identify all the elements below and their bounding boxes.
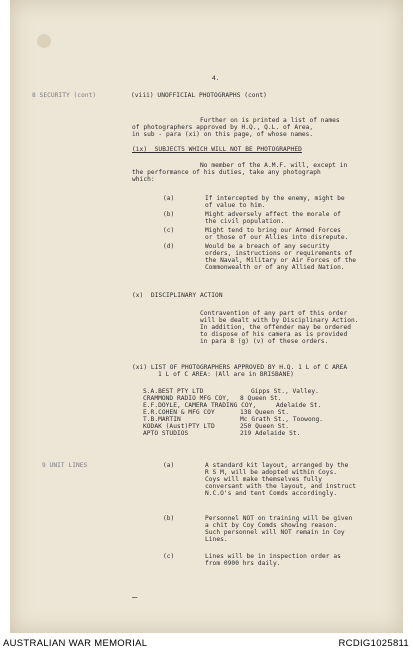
page-number: 4. <box>212 75 220 82</box>
photographer-2-name: CRAMMOND RADIO MFG COY, <box>143 395 230 402</box>
s9-item-c-letter: (c) <box>163 553 175 560</box>
ix-item-c-letter: (c) <box>163 227 175 234</box>
s9-item-c-line-2: from 0900 hrs daily. <box>205 560 281 567</box>
ix-item-d-line-4: Commonwealth or of any Allied Nation. <box>205 264 345 271</box>
section-header-left: 8 SECURITY (cont) <box>32 92 97 99</box>
section-9-title: 9 UNIT LINES <box>42 462 88 469</box>
ix-item-a-line-2: of value to him. <box>205 202 266 209</box>
x-body-line-4: to dispose of his camera as is provided <box>200 331 348 338</box>
ix-item-d-line-3: the Naval, Military or Air Forces of the <box>205 257 357 264</box>
subsection-xi-heading-line-2: 1 L of C AREA: (All are in BRISBANE) <box>158 371 294 378</box>
ix-item-d-line-1: Would be a breach of any security <box>205 243 330 250</box>
ix-item-c-line-2: or those of our Allies into disrepute. <box>205 234 349 241</box>
bottom-dash-mark: — <box>132 593 138 603</box>
s9-item-a-letter: (a) <box>163 462 175 469</box>
subsection-ix-heading: (ix) SUBJECTS WHICH WILL NOT BE PHOTOGRAPHED <box>132 146 302 153</box>
subsection-xi-heading-line-1: (xi) LIST OF PHOTOGRAPHERS APPROVED BY H.Q. 1 L of C AREA <box>132 364 348 371</box>
s9-item-b-line-1: Personnel NOT on training will be given <box>205 515 353 522</box>
para-viii-line-3: in sub - para (xi) on this page, of whose names. <box>132 131 314 138</box>
photographer-7-name: APTO STUDIOS <box>143 430 189 437</box>
ix-intro-line-3: which: <box>132 176 155 183</box>
x-body-line-5: in para 8 (g) (v) of these orders. <box>200 338 329 345</box>
s9-item-a-line-5: N.C.O's and tent Comds accordingly. <box>205 490 338 497</box>
ix-intro-line-1: No member of the A.M.F. will, except in <box>200 162 348 169</box>
s9-item-b-line-4: Lines. <box>205 536 228 543</box>
photographer-3-address: Adelaide St. <box>276 402 322 409</box>
ix-item-b-letter: (b) <box>163 211 175 218</box>
photographer-5-address: Mc Grath St., Toowong. <box>240 416 324 423</box>
s9-item-b-line-2: a chit by Coy Comds showing reason. <box>205 522 338 529</box>
ix-intro-line-2: the performance of his duties, take any photograph <box>132 169 321 176</box>
para-viii-line-2: of photographers approved by H.Q., Q.L. of Area, <box>132 124 314 131</box>
section-header-right: (viii) UNOFFICIAL PHOTOGRAPHS (cont) <box>131 92 267 99</box>
ix-item-b-line-2: the civil population. <box>205 218 285 225</box>
s9-item-a-line-3: Coys will make themselves fully <box>205 476 323 483</box>
ix-item-a-line-1: If intercepted by the enemy, might be <box>205 195 345 202</box>
subsection-x-heading: (x) DISCIPLINARY ACTION <box>132 292 223 299</box>
s9-item-b-line-3: Such personnel will NOT remain in Coy <box>205 529 345 536</box>
ix-item-b-line-1: Might adversely affect the morale of <box>205 211 341 218</box>
paper-stain <box>37 34 51 48</box>
s9-item-a-line-1: A standard kit layout, arranged by the <box>205 462 349 469</box>
para-viii-line-1: Further on is printed a list of names <box>200 117 340 124</box>
s9-item-a-line-2: R S M, will be adopted within Coys. <box>205 469 338 476</box>
photographer-6-address: 250 Queen St. <box>240 423 290 430</box>
ix-item-d-letter: (d) <box>163 243 175 250</box>
document-page <box>10 0 403 633</box>
ix-item-d-line-2: orders, instructions or requirements of <box>205 250 353 257</box>
s9-item-b-letter: (b) <box>163 515 175 522</box>
footer-institution: AUSTRALIAN WAR MEMORIAL <box>3 638 148 649</box>
x-body-line-1: Contravention of any part of this order <box>200 310 348 317</box>
photographer-2-address: 8 Queen St. <box>240 395 282 402</box>
photographer-1-address: Gipps St., Valley. <box>251 388 319 395</box>
photographer-3-name: E.F.DOYLE, CAMERA TRADING COY, <box>143 402 257 409</box>
s9-item-a-line-4: conversant with the layout, and instruct <box>205 483 357 490</box>
footer-record-id: RCDIG1025811 <box>338 638 409 649</box>
x-body-line-3: In addition, the offender may be ordered <box>200 324 352 331</box>
ix-item-a-letter: (a) <box>163 195 175 202</box>
ix-item-c-line-1: Might tend to bring our Armed Forces <box>205 227 341 234</box>
s9-item-c-line-1: Lines will be in inspection order as <box>205 553 341 560</box>
photographer-4-name: E.R.COHEN & MFG COY <box>143 409 215 416</box>
photographer-1-name: S.A.BEST PTY LTD <box>143 388 204 395</box>
photographer-5-name: T.B.MARTIN <box>143 416 181 423</box>
photographer-6-name: KODAK (Aust)PTY LTD <box>143 423 215 430</box>
archive-footer <box>0 633 413 653</box>
photographer-4-address: 138 Queen St. <box>240 409 290 416</box>
photographer-7-address: 219 Adelaide St. <box>240 430 301 437</box>
x-body-line-2: will be dealt with by Disciplinary Action. <box>200 317 359 324</box>
